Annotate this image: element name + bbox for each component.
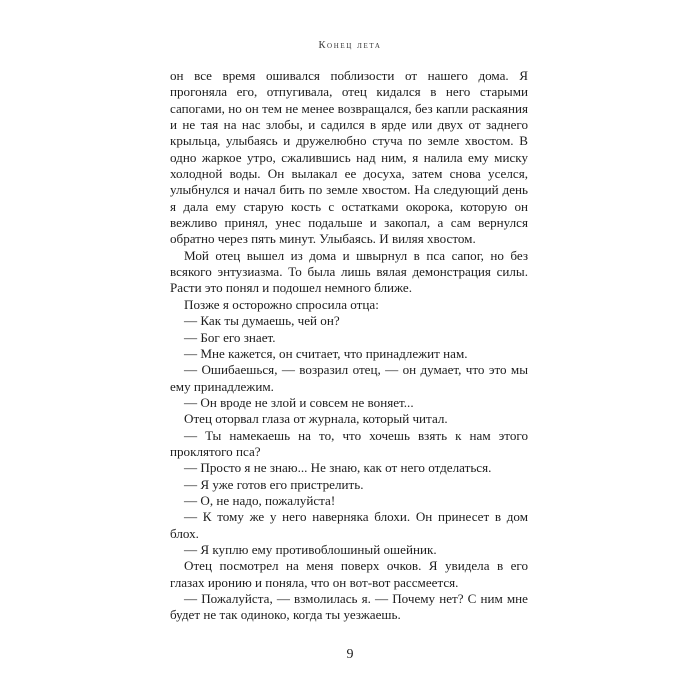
dialogue-line: — Я куплю ему противоблошиный ошейник. — [184, 541, 437, 557]
running-head: Конец лета — [318, 40, 382, 51]
body-text — [170, 68, 528, 624]
page-number: 9 — [346, 647, 354, 662]
paragraph-1: он все время ошивался поблизости от нашего дома. Я прогоняла его, отпугивала, отец кидался в него старыми сапогами, но он тем не менее возвращался, без капли раскаяния и не тая на нас злобы, и садился в ярде или двух от заднего крыльца, улыбаясь и дружелюбно стуча по земле хвостом. В одно жаркое утро, сжалившись над ним, я налила ему миску холодной воды. Он вылакал ее досуха, затем снова уселся, улыбнулся и начал бить по земле хвостом. На следующий день я дала ему старую кость с остатками окорока, которую он вежливо принял, унес подальше и закопал, а сам вернулся обратно через пять минут. Улыбаясь. И виляя хвостом. — [170, 68, 528, 247]
dialogue-line: — О, не надо, пожалуйста! — [184, 492, 336, 508]
dialogue-line: — Как ты думаешь, чей он? — [184, 313, 340, 329]
paragraph-3: Позже я осторожно спросила отца: — [184, 296, 379, 312]
narrative-line: Отец оторвал глаза от журнала, который читал. — [184, 411, 448, 427]
dialogue-line: — Ошибаешься, — возразил отец, — он думает, что это мы ему принадлежим. — [170, 362, 528, 394]
dialogue-line: — Бог его знает. — [184, 329, 276, 345]
dialogue-line: — Он вроде не злой и совсем не воняет... — [184, 394, 414, 410]
dialogue-line: — Ты намекаешь на то, что хочешь взять к нам этого проклятого пса? — [170, 427, 528, 459]
narrative-line: Отец посмотрел на меня поверх очков. Я увидела в его глазах иронию и поняла, что он вот-вот рассмеется. — [170, 558, 528, 590]
dialogue-line: — К тому же у него наверняка блохи. Он принесет в дом блох. — [170, 509, 528, 541]
dialogue-line: — Я уже готов его пристрелить. — [184, 476, 364, 492]
dialogue-line: — Мне кажется, он считает, что принадлежит нам. — [184, 345, 468, 361]
paragraph-2: Мой отец вышел из дома и швырнул в пса сапог, но без всякого энтузиазма. То была лишь вялая демонстрация силы. Расти это понял и подошел немного ближе. — [170, 247, 528, 296]
dialogue-line: — Просто я не знаю... Не знаю, как от него отделаться. — [184, 460, 492, 476]
dialogue-line: — Пожалуйста, — взмолилась я. — Почему нет? С ним мне будет не так одиноко, когда ты уезжаешь. — [170, 591, 528, 623]
